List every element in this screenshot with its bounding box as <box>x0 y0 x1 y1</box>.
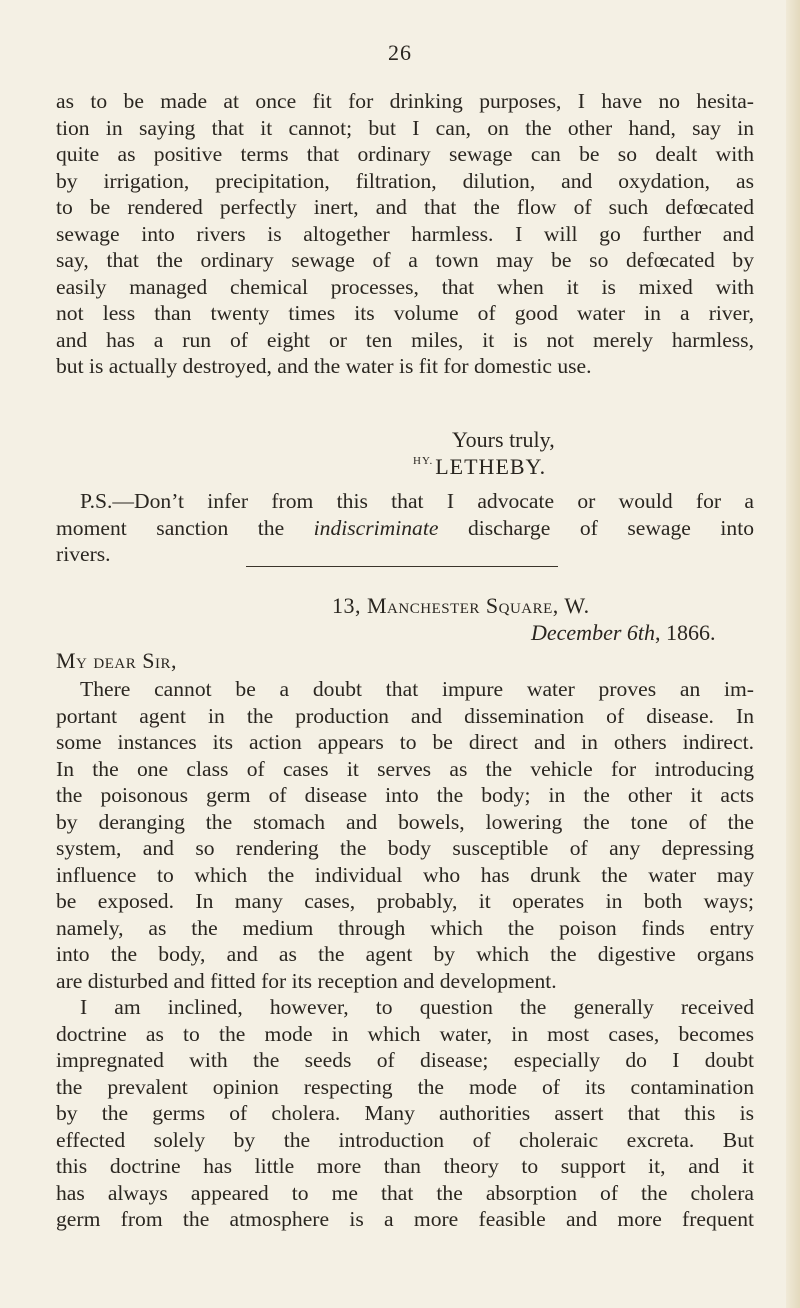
date-year: , 1866. <box>655 620 716 645</box>
text-line: namely, as the medium through which the poison finds entry <box>56 915 754 940</box>
text-line: the poisonous germ of disease into the body; in the other it acts <box>56 783 754 807</box>
signature <box>56 454 754 481</box>
text-line: quite as positive terms that ordinary sewage can be so dealt with <box>56 142 754 166</box>
text-line: but is actually destroyed, and the water is fit for domestic use. <box>56 354 592 378</box>
text-line: sewage into rivers is altogether harmless. I will go further and <box>56 221 754 246</box>
text-line: system, and so rendering the body susceptible of any depressing <box>56 836 754 860</box>
text-line: tion in saying that it cannot; but I can, on the other hand, say in <box>56 115 754 140</box>
text-line: effected solely by the introduction of choleraic excreta. But <box>56 1127 754 1152</box>
ps-text: moment sanction the <box>56 515 314 540</box>
ps-italic: indiscriminate <box>313 515 439 540</box>
letter2-date <box>56 620 754 648</box>
text-line: are disturbed and fitted for its reception and development. <box>56 968 557 993</box>
text-line: easily managed chemical processes, that when it is mixed with <box>56 274 754 299</box>
text-line: to be rendered perfectly inert, and that the flow of such defœcated <box>56 195 754 219</box>
date-month: December <box>531 620 622 645</box>
text-line: has always appeared to me that the absorption of the cholera <box>56 1180 754 1205</box>
letter2-paragraph-2 <box>56 994 754 1233</box>
closing-text: Yours truly, <box>452 427 555 452</box>
date-day: 6th <box>626 620 656 645</box>
letter2-address <box>56 593 754 621</box>
text-line: some instances its action appears to be direct and in others indirect. <box>56 730 754 754</box>
signature-name: LETHEBY. <box>435 454 547 479</box>
text-line: say, that the ordinary sewage of a town may be so defœcated by <box>56 248 754 272</box>
text-line: I am inclined, however, to question the generally received <box>80 995 754 1019</box>
ps-text: discharge of sewage into <box>438 515 754 540</box>
text-line: this doctrine has little more than theory to support it, and it <box>56 1154 754 1178</box>
section-divider <box>246 566 558 567</box>
letter1-body <box>56 88 754 380</box>
ps-line <box>56 515 754 542</box>
postscript <box>56 488 754 568</box>
ps-line: rivers. <box>56 542 111 566</box>
text-line: doctrine as to the mode in which water, in most cases, becomes <box>56 1021 754 1046</box>
signature-prefix: HY. <box>413 455 434 467</box>
text-line: the prevalent opinion respecting the mode of its contamination <box>56 1074 754 1099</box>
text-line: be exposed. In many cases, probably, it operates in both ways; <box>56 889 754 913</box>
text-line: into the body, and as the agent by which the digestive organs <box>56 942 754 966</box>
text-line: germ from the atmosphere is a more feasible and more frequent <box>56 1207 754 1231</box>
salutation <box>56 648 754 676</box>
page-number: 26 <box>388 40 412 65</box>
closing <box>56 427 754 454</box>
text-line: and has a run of eight or ten miles, it is not merely harmless, <box>56 327 754 352</box>
salutation-text: My dear Sir, <box>56 648 177 673</box>
text-line: impregnated with the seeds of disease; especially do I doubt <box>56 1048 754 1072</box>
text-line: There cannot be a doubt that impure water proves an im- <box>80 677 754 701</box>
ps-line: P.S.—Don’t infer from this that I advocate or would for a <box>80 489 754 513</box>
text-line: by the germs of cholera. Many authorities assert that this is <box>56 1101 754 1125</box>
text-line: not less than twenty times its volume of good water in a river, <box>56 301 754 325</box>
text-line: portant agent in the production and dissemination of disease. In <box>56 703 754 728</box>
page-edge <box>786 0 800 1308</box>
text-line: In the one class of cases it serves as the vehicle for introducing <box>56 756 754 781</box>
letter2-paragraph-1 <box>56 676 754 994</box>
text-line: influence to which the individual who has drunk the water may <box>56 862 754 887</box>
address-text: 13, Manchester Square, W. <box>332 593 590 618</box>
text-line: by deranging the stomach and bowels, lowering the tone of the <box>56 809 754 834</box>
text-line: as to be made at once fit for drinking purposes, I have no hesita- <box>56 89 754 113</box>
text-line: by irrigation, precipitation, filtration, dilution, and oxydation, as <box>56 168 754 193</box>
